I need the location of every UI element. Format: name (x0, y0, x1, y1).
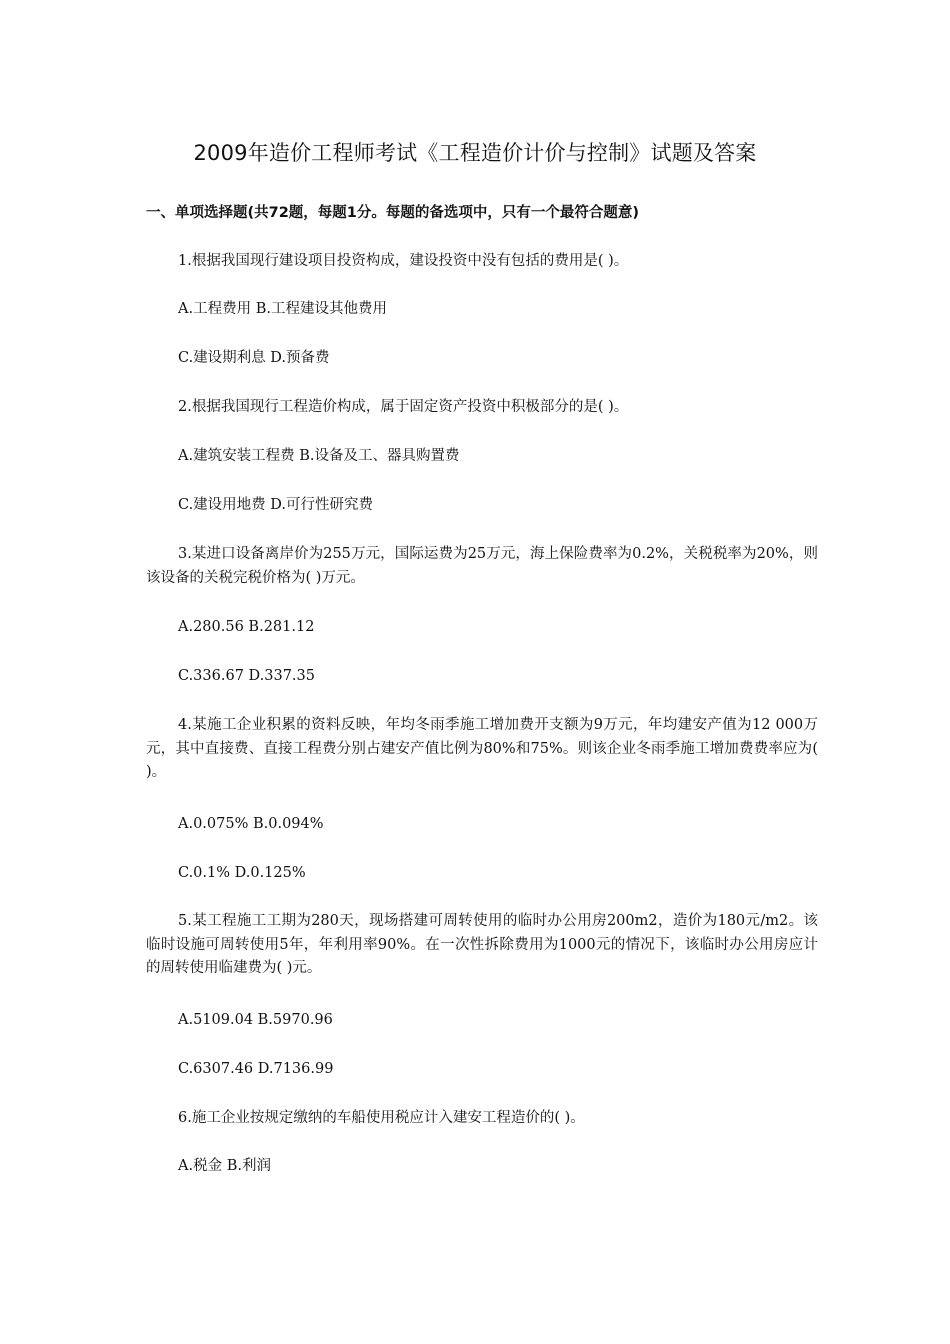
question-1-stem: 1.根据我国现行建设项目投资构成，建设投资中没有包括的费用是( )。 (178, 253, 629, 269)
question-6-options-ab: A.税金 B.利润 (178, 1158, 271, 1174)
section-heading: 一、单项选择题(共72题，每题1分。每题的备选项中，只有一个最符合题意) (146, 205, 640, 221)
question-4-options-ab: A.0.075% B.0.094% (178, 816, 324, 832)
question-3-options-cd: C.336.67 D.337.35 (178, 668, 315, 684)
question-2-options-cd: C.建设用地费 D.可行性研究费 (178, 497, 374, 513)
question-2-options-ab: A.建筑安装工程费 B.设备及工、器具购置费 (178, 448, 460, 464)
document-title: 2009年造价工程师考试《工程造价计价与控制》试题及答案 (193, 141, 757, 165)
question-3-options-ab: A.280.56 B.281.12 (178, 619, 315, 635)
question-5-options-cd: C.6307.46 D.7136.99 (178, 1061, 334, 1077)
question-1-options-cd: C.建设期利息 D.预备费 (178, 350, 330, 366)
question-2-stem: 2.根据我国现行工程造价构成，属于固定资产投资中积极部分的是( )。 (178, 399, 629, 415)
question-4-options-cd: C.0.1% D.0.125% (178, 865, 306, 881)
question-5-stem: 5.某工程施工工期为280天，现场搭建可周转使用的临时办公用房200m2，造价为180元/m2。该临时设施可周转使用5年，年利用率90%。在一次性拆除费用为1000元的情况下，该临时办公用房应计的周转使用临建费为( )元。 (146, 913, 818, 976)
question-4-stem: 4.某施工企业积累的资料反映，年均冬雨季施工增加费开支额为9万元，年均建安产值为12 000万元，其中直接费、直接工程费分别占建安产值比例为80%和75%。则该企业冬雨季施工增加费费率应为( )。 (146, 717, 818, 780)
question-6-stem: 6.施工企业按规定缴纳的车船使用税应计入建安工程造价的( )。 (178, 1110, 585, 1126)
question-3-stem: 3.某进口设备离岸价为255万元，国际运费为25万元，海上保险费率为0.2%，关税税率为20%，则该设备的关税完税价格为( )万元。 (146, 546, 818, 586)
question-1-options-ab: A.工程费用 B.工程建设其他费用 (178, 301, 387, 317)
question-5-options-ab: A.5109.04 B.5970.96 (178, 1012, 333, 1028)
